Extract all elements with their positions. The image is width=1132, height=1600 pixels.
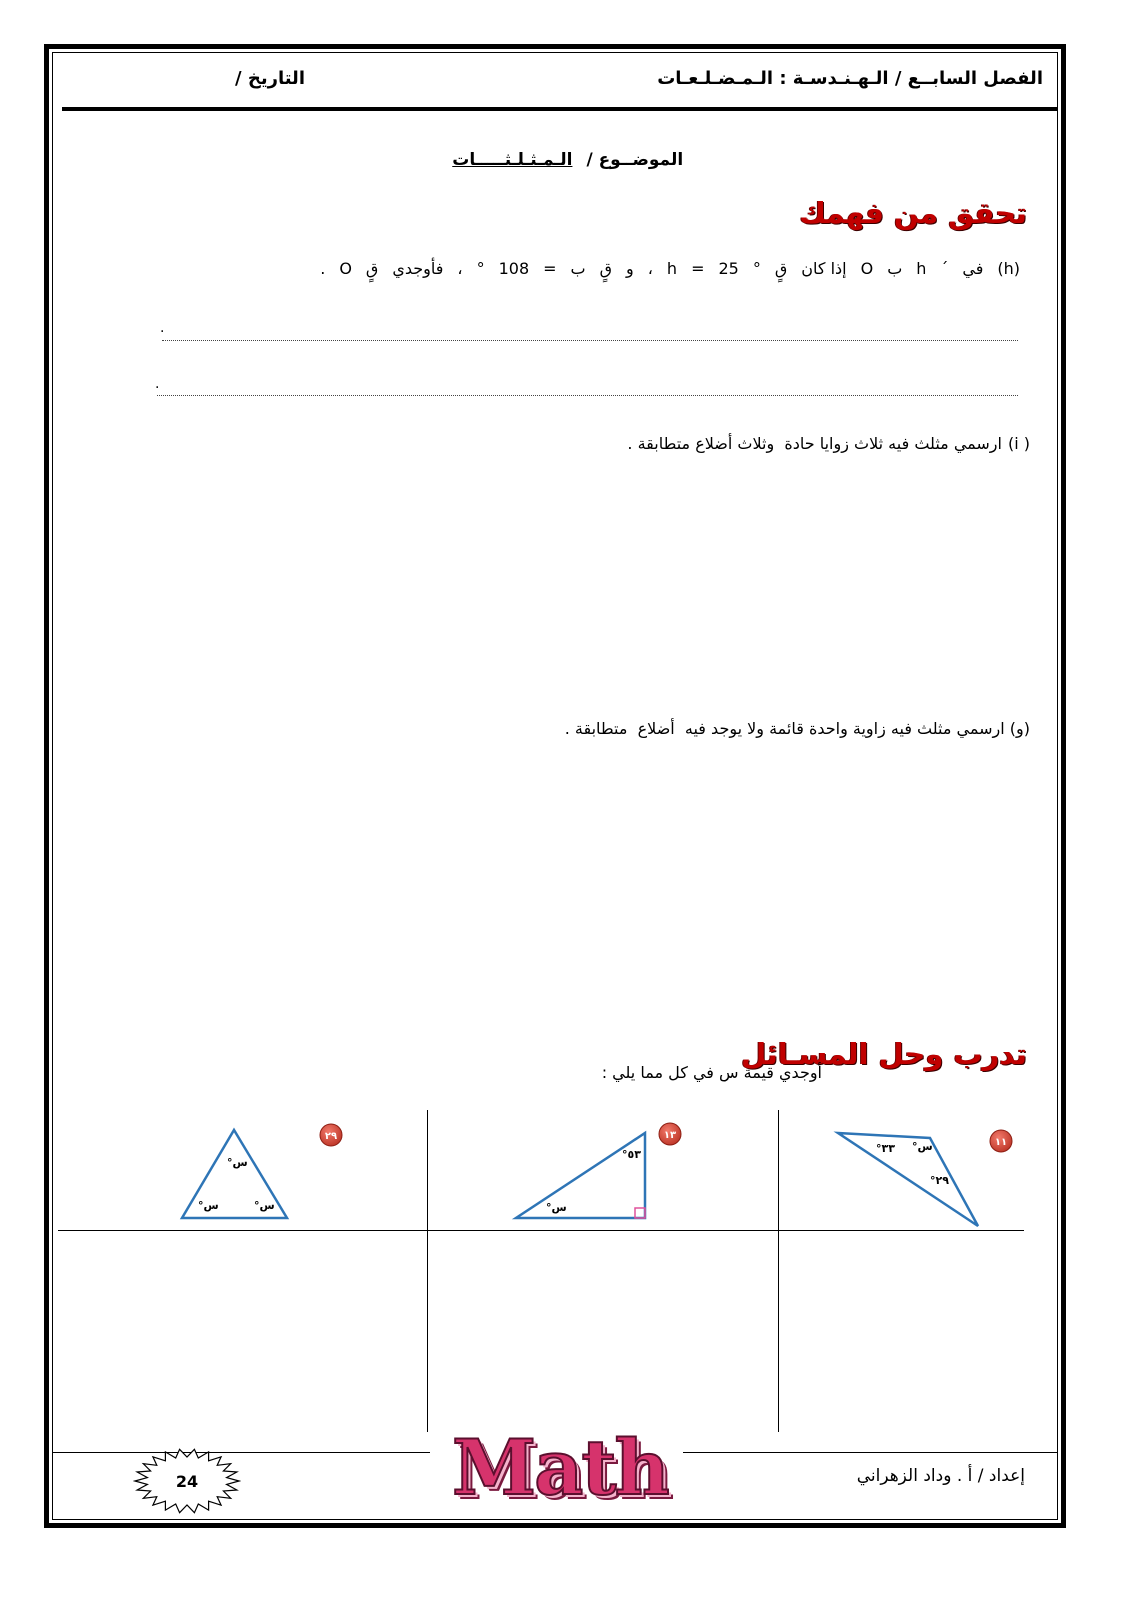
question-h-token: ب	[887, 259, 903, 278]
question-h-token: و	[626, 259, 634, 278]
triangle-figure	[516, 1133, 645, 1218]
problem-number: ٢٩	[324, 1131, 338, 1142]
page-number: 24	[175, 1472, 199, 1491]
question-h	[320, 259, 1020, 278]
question-h-token: قٍ	[774, 259, 788, 278]
right-angle-marker	[635, 1208, 645, 1218]
question-h-token: °	[752, 259, 761, 278]
problem-number: ١١	[994, 1137, 1008, 1148]
date-label: التاريخ /	[235, 68, 305, 89]
author-credit: إعداد / أ . وداد الزهراني	[856, 1466, 1025, 1486]
question-i-marker: (i )	[1007, 434, 1030, 453]
angle-label: °س	[227, 1156, 248, 1169]
topic-name: الـمـثـلـثـــــات	[452, 150, 573, 170]
chapter-title: الفصل السابــع / الـهـنـدسـة : الـمـضـلـعـات	[657, 68, 1043, 89]
problem-29	[182, 1124, 342, 1218]
question-h-token: قٍ	[599, 259, 613, 278]
question-h-token: قٍ	[365, 259, 379, 278]
answer-line	[157, 395, 1018, 396]
topic-line	[452, 130, 695, 170]
question-h-token: ´	[940, 259, 949, 278]
question-h-token: =	[543, 259, 557, 278]
question-h-token: ،	[457, 259, 463, 278]
header-divider	[62, 107, 1058, 111]
footer-divider	[683, 1452, 1057, 1453]
angle-label: °٢٩	[930, 1174, 949, 1187]
question-waw: (و) ارسمي مثلث فيه زاوية واحدة قائمة ولا يوجد فيه أضلاع متطابقة .	[564, 719, 1030, 738]
question-h-token: =	[691, 259, 705, 278]
question-h-token: (h)	[997, 259, 1020, 278]
question-h-token: 25	[718, 259, 739, 278]
angle-label: °س	[254, 1199, 275, 1212]
angle-label: °٣٣	[876, 1142, 895, 1155]
angle-label: °س	[912, 1140, 933, 1153]
angle-label: °س	[546, 1201, 567, 1214]
question-h-token: في	[962, 259, 984, 278]
answer-line	[162, 340, 1018, 341]
angle-label: °٥٣	[622, 1148, 641, 1161]
topic-label: الموضــوع /	[586, 150, 684, 170]
answer-line-mark: .	[160, 320, 165, 336]
question-h-token: 108	[498, 259, 530, 278]
angle-label: °س	[198, 1199, 219, 1212]
question-h-token: O	[339, 259, 352, 278]
question-h-token: °	[476, 259, 485, 278]
question-h-token: ب	[570, 259, 586, 278]
question-h-token: h	[666, 259, 678, 278]
question-h-token: فأوجدي	[392, 259, 444, 278]
practice-heading: تدرب وحل المسـائل	[741, 1037, 1027, 1071]
check-understanding-heading: تحقق من فهمك	[799, 196, 1027, 230]
triangle-figures	[50, 1100, 1050, 1240]
footer-divider	[52, 1452, 430, 1453]
question-h-token: إذا كان	[801, 259, 847, 278]
question-i-text: ارسمي مثلث فيه ثلاث زوايا حادة وثلاث أضلاع متطابقة .	[627, 434, 1002, 453]
math-logo: Math	[452, 1423, 668, 1512]
problem-number: ١٣	[663, 1130, 677, 1141]
practice-instruction: أوجدي قيمة س في كل مما يلي :	[601, 1063, 822, 1082]
question-h-token: O	[860, 259, 874, 278]
answer-line-mark: .	[155, 376, 160, 392]
triangle-figure	[838, 1133, 978, 1226]
question-h-token: .	[320, 259, 326, 278]
question-i	[627, 434, 1030, 453]
page-number-starburst	[133, 1447, 241, 1515]
question-h-token: h	[916, 259, 927, 278]
problem-11	[838, 1130, 1012, 1226]
question-h-token: ،	[647, 259, 653, 278]
problem-13	[516, 1123, 681, 1218]
